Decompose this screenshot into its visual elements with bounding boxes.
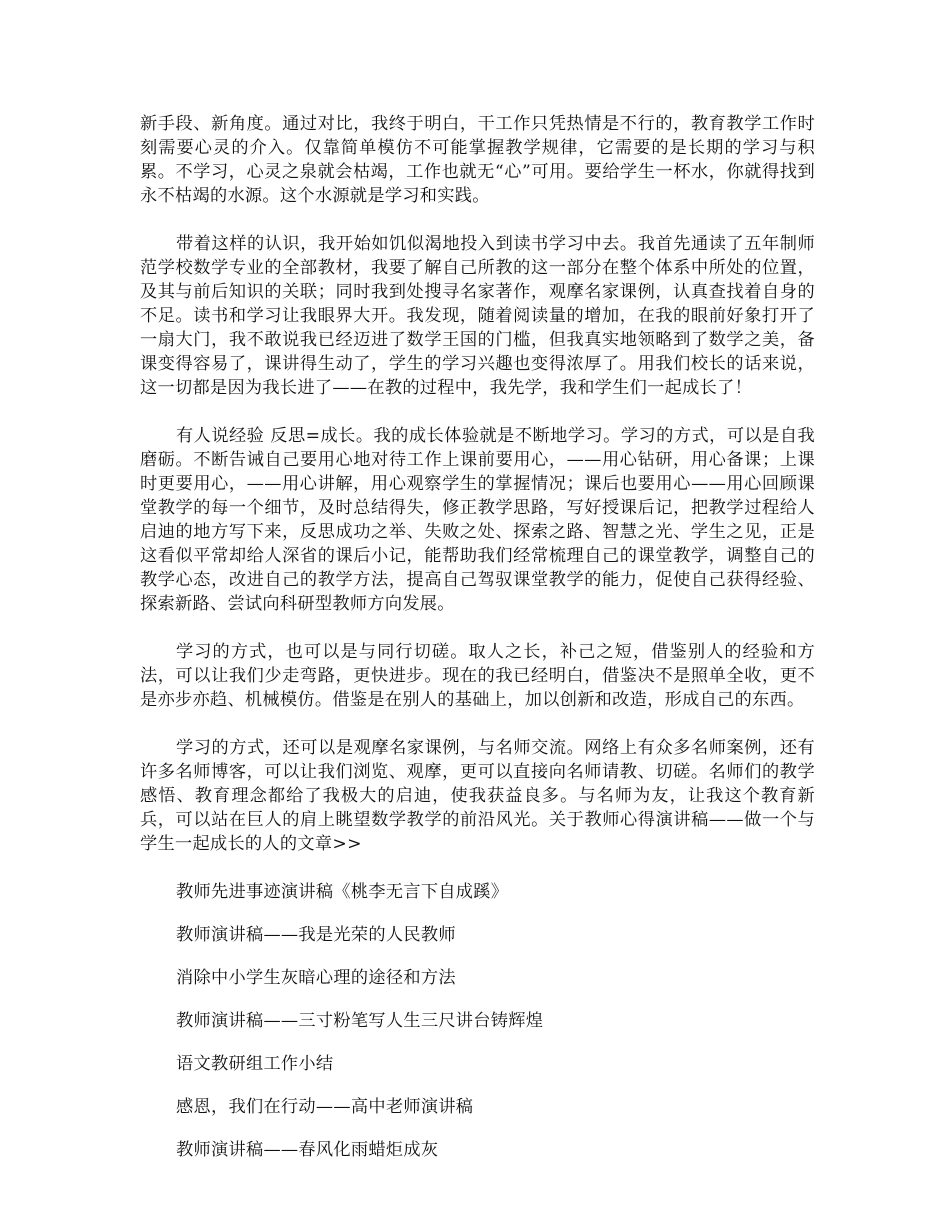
body-paragraph-2: 带着这样的认识，我开始如饥似渴地投入到读书学习中去。我首先通读了五年制师范学校数学专业的全部教材，我要了解自己所教的这一部分在整个体系中所处的位置，及其与前后知识的关联；同时我到处搜寻名家著作，观摩名家课例，认真查找着自身的不足。读书和学习让我眼界大开。我发现，随着阅读量的增加，在我的眼前好象打开了一扇大门，我不敢说我已经迈进了数学王国的门槛，但我真实地领略到了数学之美，备课变得容易了，课讲得生动了，学生的学习兴趣也变得浓厚了。用我们校长的话来说，这一切都是因为我长进了——在教的过程中，我先学，我和学生们一起成长了！ (140, 234, 815, 398)
related-article-link[interactable]: 教师演讲稿——我是光荣的人民教师 (176, 925, 456, 945)
related-article-link[interactable]: 感恩，我们在行动——高中老师演讲稿 (176, 1097, 474, 1117)
body-paragraph-3: 有人说经验 反思=成长。我的成长体验就是不断地学习。学习的方式，可以是自我磨砺。不断告诫自己要用心地对待工作上课前要用心，——用心钻研，用心备课；上课时更要用心，——用心讲解，用心观察学生的掌握情况；课后也要用心——用心回顾课堂教学的每一个细节，及时总结得失，修正教学思路，写好授课后记，把教学过程给人启迪的地方写下来，反思成功之举、失败之处、探索之路、智慧之光、学生之见，正是这看似平常却给人深省的课后小记，能帮助我们经常梳理自己的课堂教学，调整自己的教学心态，改进自己的教学方法，提高自己驾驭课堂教学的能力，促使自己获得经验、探索新路、尝试向科研型教师方向发展。 (140, 426, 815, 614)
body-paragraph-1: 新手段、新角度。通过对比，我终于明白，干工作只凭热情是不行的，教育教学工作时刻需要心灵的介入。仅靠简单模仿不可能掌握教学规律，它需要的是长期的学习与积累。不学习，心灵之泉就会枯竭，工作也就无“心”可用。要给学生一杯水，你就得找到永不枯竭的水源。这个水源就是学习和实践。 (140, 114, 815, 206)
related-articles-list (140, 880, 815, 1162)
related-article-link[interactable]: 语文教研组工作小结 (176, 1054, 334, 1074)
related-article-link[interactable]: 教师演讲稿——三寸粉笔写人生三尺讲台铸辉煌 (176, 1011, 544, 1031)
related-article-link[interactable]: 教师演讲稿——春风化雨蜡炬成灰 (176, 1140, 439, 1160)
related-article-link[interactable]: 教师先进事迹演讲稿《桃李无言下自成蹊》 (176, 882, 509, 902)
related-article-link[interactable]: 消除中小学生灰暗心理的途径和方法 (176, 968, 456, 988)
document-page (140, 112, 815, 1181)
body-paragraph-5: 学习的方式，还可以是观摩名家课例，与名师交流。网络上有众多名师案例，还有许多名师博客，可以让我们浏览、观摩，更可以直接向名师请教、切磋。名师们的教学感悟、教育理念都给了我极大的启迪，使我获益良多。与名师为友，让我这个教育新兵，可以站在巨人的肩上眺望数学教学的前沿风光。关于教师心得演讲稿——做一个与学生一起成长的人的文章>> (140, 738, 815, 854)
body-paragraph-4: 学习的方式，也可以是与同行切磋。取人之长，补己之短，借鉴别人的经验和方法，可以让我们少走弯路，更快进步。现在的我已经明白，借鉴决不是照单全收，更不是亦步亦趋、机械模仿。借鉴是在别人的基础上，加以创新和改造，形成自己的东西。 (140, 642, 815, 710)
